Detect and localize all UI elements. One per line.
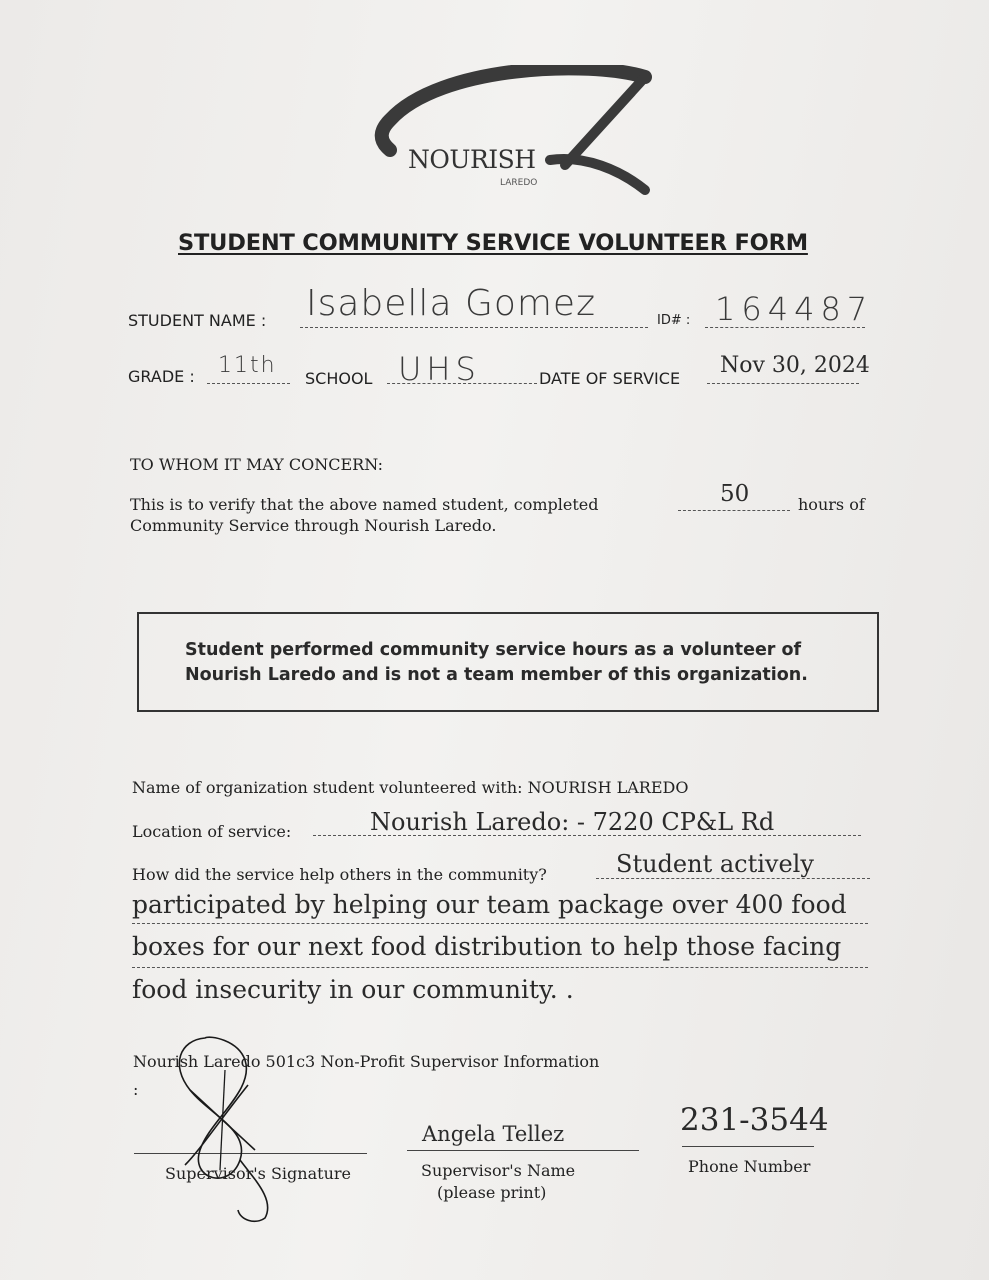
date-label: DATE OF SERVICE	[539, 369, 681, 388]
signature-icon	[160, 1030, 300, 1225]
help-answer-line3[interactable]: boxes for our next food distribution to help those facing	[132, 932, 842, 961]
grade-value[interactable]: 11th	[218, 353, 277, 378]
grade-label: GRADE :	[128, 367, 195, 386]
id-value[interactable]: 164487	[715, 290, 874, 328]
help-line-1	[596, 878, 870, 879]
help-line-3	[132, 967, 868, 968]
signature-label: Supervisor's Signature	[165, 1164, 351, 1183]
supervisor-colon: :	[133, 1080, 139, 1099]
phone-label: Phone Number	[688, 1157, 811, 1176]
notice-text: Student performed community service hours as a volunteer of Nourish Laredo and is not a team member of this organization.	[185, 640, 808, 685]
help-label: How did the service help others in the community?	[132, 865, 547, 884]
date-line	[707, 383, 859, 384]
location-value[interactable]: Nourish Laredo: - 7220 CP&L Rd	[370, 808, 775, 836]
school-label: SCHOOL	[305, 369, 373, 388]
grade-line	[207, 383, 290, 384]
form-title: STUDENT COMMUNITY SERVICE VOLUNTEER FORM	[178, 230, 808, 256]
phone-value[interactable]: 231-3544	[680, 1102, 829, 1138]
logo-subtitle: LAREDO	[500, 178, 538, 188]
verify-text-line2: Community Service through Nourish Laredo.	[130, 516, 497, 535]
supervisor-name-value[interactable]: Angela Tellez	[422, 1122, 565, 1146]
verify-text-post: hours of	[798, 495, 865, 514]
hours-line	[678, 510, 790, 511]
verify-text-pre: This is to verify that the above named student, completed	[130, 495, 599, 514]
help-line-2	[132, 923, 868, 924]
supervisor-name-line	[407, 1150, 639, 1151]
logo-wordmark: NOURISH	[408, 145, 536, 174]
supervisor-heading: Nourish Laredo 501c3 Non-Profit Supervisor Information	[133, 1052, 600, 1071]
student-name-value[interactable]: Isabella Gomez	[306, 283, 596, 324]
school-value[interactable]: UHS	[398, 350, 481, 388]
student-name-label: STUDENT NAME :	[128, 311, 267, 330]
notice-box	[137, 612, 879, 712]
hours-value[interactable]: 50	[720, 481, 750, 507]
help-answer-line4[interactable]: food insecurity in our community. .	[132, 975, 574, 1004]
date-value[interactable]: Nov 30, 2024	[720, 353, 870, 378]
salutation: TO WHOM IT MAY CONCERN:	[130, 455, 384, 474]
supervisor-name-sublabel: (please print)	[437, 1183, 547, 1202]
help-answer-line2[interactable]: participated by helping our team package over 400 food	[132, 890, 847, 919]
location-label: Location of service:	[132, 822, 292, 841]
id-label: ID# :	[657, 313, 691, 328]
supervisor-name-label: Supervisor's Name	[421, 1161, 576, 1180]
student-name-line	[300, 327, 648, 328]
phone-line	[682, 1146, 814, 1147]
organization-label: Name of organization student volunteered with: NOURISH LAREDO	[132, 778, 689, 797]
help-answer-line1[interactable]: Student actively	[616, 850, 814, 878]
